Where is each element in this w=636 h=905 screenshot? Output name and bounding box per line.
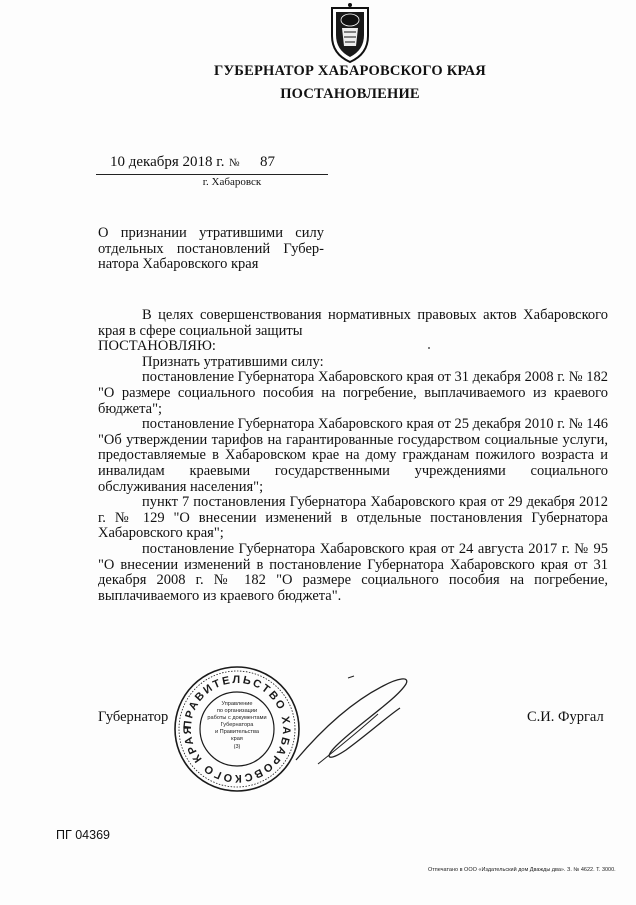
seal-ring-text: ПРАВИТЕЛЬСТВО ХАБАРОВСКОГО КРАЯ	[181, 673, 293, 785]
speck-mark	[428, 347, 430, 349]
printer-imprint: Отпечатано в ООО «Издательский дом Дважды два». З. № 4622. Т. 3000.	[428, 867, 616, 873]
date-number-line	[96, 152, 328, 175]
repeal-item: пункт 7 постановления Губернатора Хабаровского края от 29 декабря 2012 г. № 129 "О внесении изменений в отдельные постановления Губернатора Хабаровского края";	[98, 494, 608, 542]
preamble-paragraph: В целях совершенствования нормативных правовых актов Хабаровского края в сфере социальной защиты	[98, 307, 608, 339]
repeal-item: постановление Губернатора Хабаровского края от 25 декабря 2010 г. № 146 "Об утверждении тарифов на гарантированные государством социальные услуги, предоставляемые в Хабаровском крае на дому гражданам пожилого возраста и инвалидам краевыми государственными учреждениями социального обслуживания населения";	[98, 416, 608, 495]
seal-center-line: Управление	[221, 701, 253, 707]
document-number: 87	[260, 154, 275, 170]
repeal-item: постановление Губернатора Хабаровского края от 24 августа 2017 г. № 95 "О внесении изменений в постановление Губернатора Хабаровского края от 31 декабря 2008 г. № 182 "О размере социального пособия на погребение, выплачиваемого из краевого бюджета".	[98, 540, 608, 604]
seal-center-line: края	[231, 736, 243, 742]
seal-center-line: по организации	[216, 708, 258, 714]
city-label: г. Хабаровск	[202, 176, 262, 188]
handwritten-signature	[288, 664, 418, 784]
document-date: 10 декабря 2018 г.	[110, 154, 225, 170]
seal-center-line: Губернатора	[220, 722, 254, 728]
document-type: ПОСТАНОВЛЕНИЕ	[280, 86, 420, 102]
repeal-item: постановление Губернатора Хабаровского края от 31 декабря 2008 г. № 182 "О размере социального пособия на погребение, выплачиваемого из краевого бюджета";	[98, 369, 608, 417]
intro-paragraph: Признать утратившими силу:	[142, 353, 324, 370]
number-sign: №	[229, 157, 240, 169]
official-seal	[172, 664, 302, 794]
document-subject: О признании утратившими силу отдельных постановлений Губернатора Хабаровского края	[98, 225, 324, 272]
seal-center-line: (3)	[233, 744, 241, 750]
signatory-position: Губернатор	[98, 709, 169, 725]
form-code: ПГ 04369	[56, 828, 110, 842]
signatory-name: С.И. Фургал	[527, 709, 604, 725]
issuer-title: ГУБЕРНАТОР ХАБАРОВСКОГО КРАЯ	[214, 63, 486, 79]
document-body	[98, 308, 608, 604]
decree-word: ПОСТАНОВЛЯЮ:	[98, 338, 216, 355]
seal-center-line: и Правительства	[215, 729, 259, 735]
seal-center-line: работы с документами	[207, 715, 267, 721]
coat-of-arms-icon	[328, 2, 372, 64]
